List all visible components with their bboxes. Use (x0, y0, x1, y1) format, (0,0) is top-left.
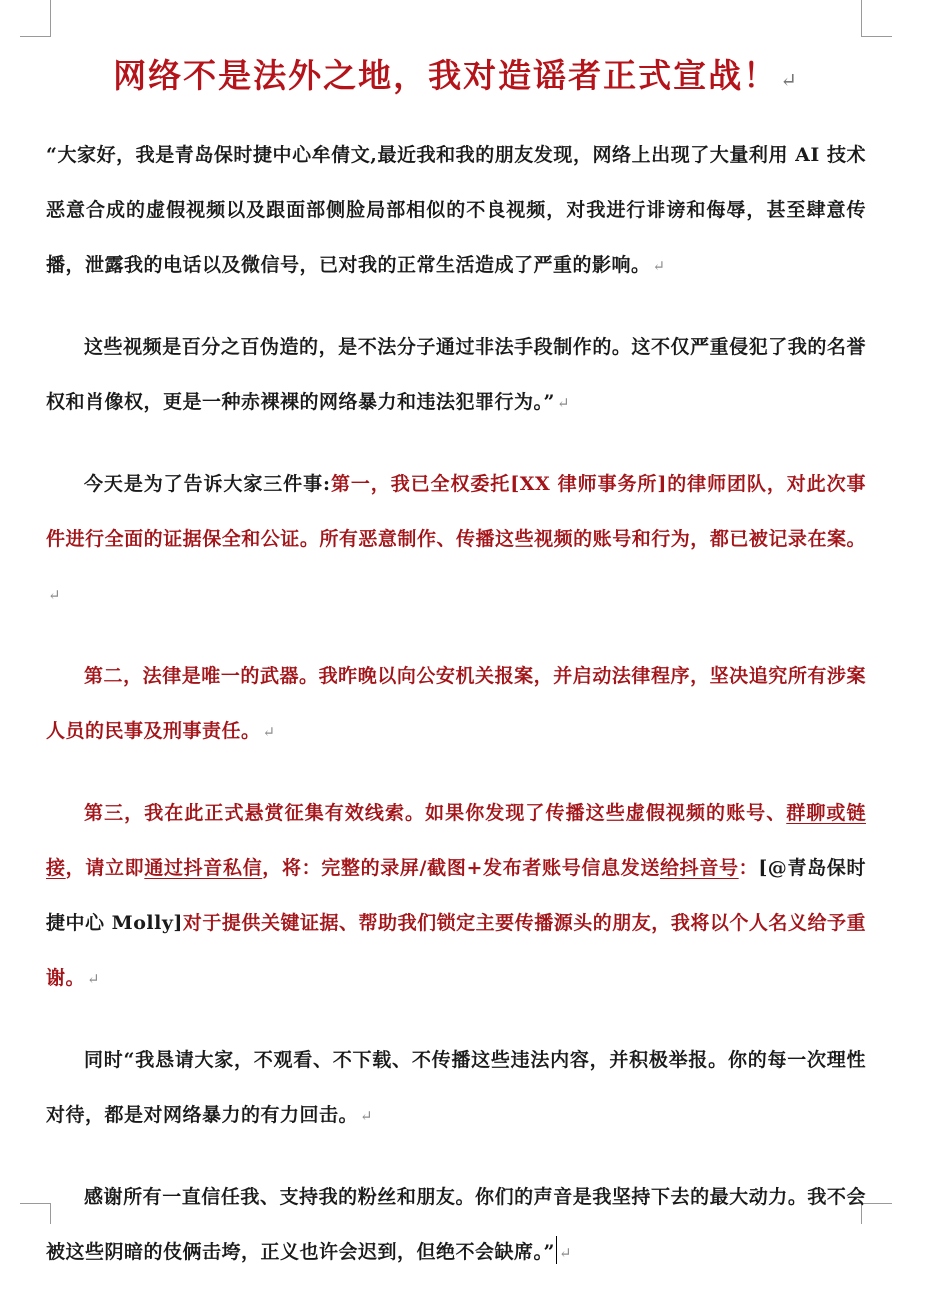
paragraph-mark-icon: ↵ (652, 257, 666, 275)
paragraph-2-text: 这些视频是百分之百伪造的，是不法分子通过非法手段制作的。这不仅严重侵犯了我的名誉权和肖像权，更是一种赤裸裸的网络暴力和违法犯罪行为。” (46, 336, 866, 413)
paragraph-1 (46, 128, 866, 294)
paragraph-4-text: 第二，法律是唯一的武器。我昨晚以向公安机关报案，并启动法律程序，坚决追究所有涉案人员的民事及刑事责任。 (46, 665, 866, 742)
paragraph-7 (46, 1170, 866, 1281)
text-cursor (556, 1236, 557, 1264)
paragraph-6 (46, 1033, 866, 1144)
paragraph-5-part-e: ，将：完整的录屏/截图+发布者账号信息发送 (262, 857, 660, 879)
underlined-group-chat-link: 群聊或链接 (46, 802, 866, 879)
account-handle: [@青岛保时捷中心 Molly] (46, 857, 866, 934)
paragraph-mark-icon: ↵ (556, 394, 571, 412)
paragraph-mark-icon: ↵ (360, 1107, 374, 1125)
paragraph-3-highlight: 第一，我已全权委托[XX 律师事务所]的律师团队，对此次事件进行全面的证据保全和公证。所有恶意制作、传播这些视频的账号和行为，都已被记录在案。 (46, 473, 866, 550)
paragraph-3-intro: 今天是为了告诉大家三件事: (84, 473, 331, 495)
document-page[interactable] (46, 48, 866, 1307)
paragraph-mark-icon: ↵ (780, 68, 799, 92)
paragraph-1-text: “大家好，我是青岛保时捷中心牟倩文,最近我和我的朋友发现，网络上出现了大量利用 AI 技术恶意合成的虚假视频以及跟面部侧脸局部相似的不良视频，对我进行诽谤和侮辱，甚至肆意传播，泄露我的电话以及微信号，已对我的正常生活造成了严重的影响。 (46, 144, 866, 276)
underlined-douyin-account: 给抖音号 (660, 857, 739, 879)
paragraph-4 (46, 649, 866, 760)
paragraph-mark-icon: ↵ (262, 723, 276, 741)
paragraph-5 (46, 786, 866, 1007)
paragraph-mark-icon: ↵ (48, 586, 62, 604)
paragraph-5-part-i: 对于提供关键证据、帮助我们锁定主要传播源头的朋友，我将以个人名义给予重谢。 (46, 912, 866, 989)
paragraph-3 (46, 457, 866, 623)
paragraph-mark-icon: ↵ (87, 970, 101, 988)
underlined-douyin-dm: 通过抖音私信 (144, 857, 263, 879)
page-corner-top-right (861, 0, 892, 37)
paragraph-6-text: 同时“我恳请大家，不观看、不下载、不传播这些违法内容，并积极举报。你的每一次理性对待，都是对网络暴力的有力回击。 (46, 1049, 866, 1126)
document-title (46, 48, 866, 108)
paragraph-5-part-a: 第三，我在此正式悬赏征集有效线索。如果你发现了传播这些虚假视频的账号、 (84, 802, 787, 824)
paragraph-5-part-g: ： (738, 857, 759, 879)
page-corner-top-left (20, 0, 51, 37)
paragraph-mark-icon: ↵ (558, 1244, 573, 1262)
paragraph-7-text: 感谢所有一直信任我、支持我的粉丝和朋友。你们的声音是我坚持下去的最大动力。我不会被这些阴暗的伎俩击垮，正义也许会迟到，但绝不会缺席。” (46, 1186, 866, 1263)
title-text: 网络不是法外之地，我对造谣者正式宣战！ (113, 56, 779, 95)
paragraph-2 (46, 320, 866, 431)
paragraph-5-part-c: ，请立即 (65, 857, 145, 879)
